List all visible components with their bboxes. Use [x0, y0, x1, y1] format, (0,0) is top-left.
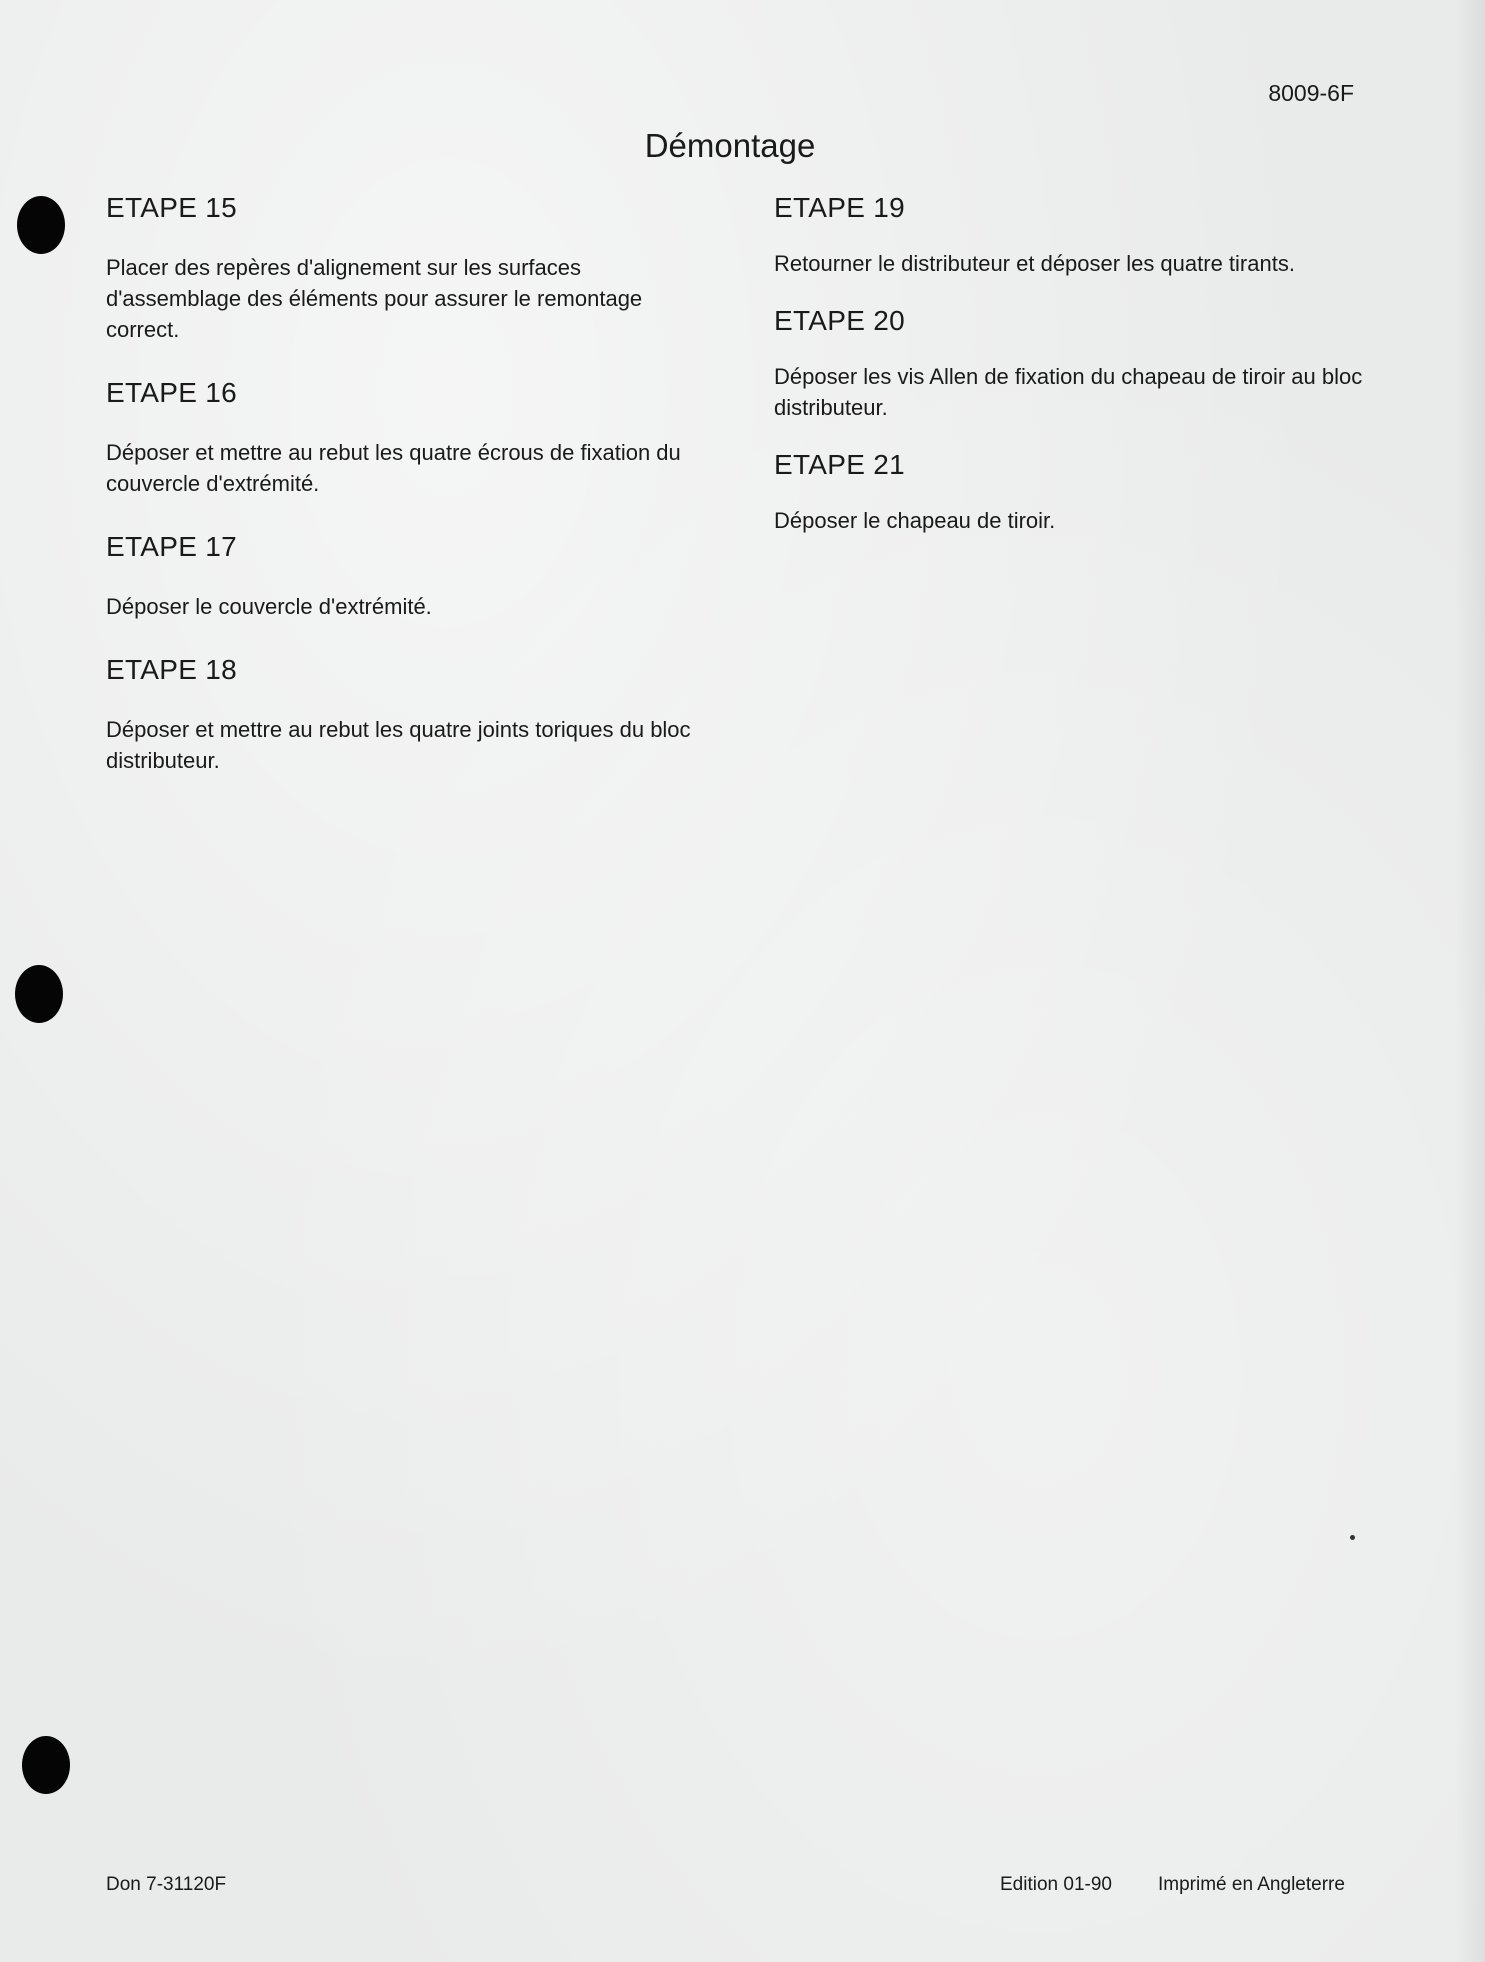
footer-edition: Edition 01-90 — [1000, 1874, 1112, 1895]
step-text: Retourner le distributeur et déposer les quatre tirants. — [774, 251, 1295, 276]
step-text: Déposer et mettre au rebut les quatre écrous de fixation du couvercle d'extrémité. — [106, 440, 681, 496]
step-text: Placer des repères d'alignement sur les surfaces d'assemblage des éléments pour assurer le remontage correct. — [106, 255, 643, 342]
document-number: 8009-6F — [1268, 80, 1354, 106]
step-heading: ETAPE 19 — [774, 192, 906, 223]
step-15 — [106, 188, 706, 345]
step-16 — [106, 373, 706, 499]
step-text: Déposer le chapeau de tiroir. — [774, 508, 1056, 533]
punch-hole-icon — [22, 1736, 70, 1794]
punch-hole-icon — [17, 196, 65, 254]
step-17 — [106, 527, 706, 622]
step-heading: ETAPE 21 — [774, 449, 906, 480]
right-column — [774, 188, 1374, 558]
step-heading: ETAPE 17 — [106, 531, 238, 562]
punch-hole-icon — [15, 965, 63, 1023]
step-text: Déposer le couvercle d'extrémité. — [106, 594, 432, 619]
step-text: Déposer et mettre au rebut les quatre joints toriques du bloc distributeur. — [106, 717, 691, 773]
step-21 — [774, 445, 1374, 536]
step-heading: ETAPE 15 — [106, 192, 238, 223]
step-19 — [774, 188, 1374, 279]
left-column — [106, 188, 706, 804]
step-heading: ETAPE 18 — [106, 654, 238, 685]
step-text: Déposer les vis Allen de fixation du chapeau de tiroir au bloc distributeur. — [774, 364, 1363, 420]
paper-speck — [1350, 1535, 1355, 1540]
step-heading: ETAPE 20 — [774, 305, 906, 336]
step-heading: ETAPE 16 — [106, 377, 238, 408]
step-20 — [774, 301, 1374, 423]
footer-doc-ref: Don 7-31120F — [106, 1874, 227, 1895]
page-title: Démontage — [644, 127, 816, 164]
footer-printed: Imprimé en Angleterre — [1158, 1874, 1345, 1895]
page-edge-shadow — [1455, 0, 1485, 1962]
step-18 — [106, 650, 706, 776]
